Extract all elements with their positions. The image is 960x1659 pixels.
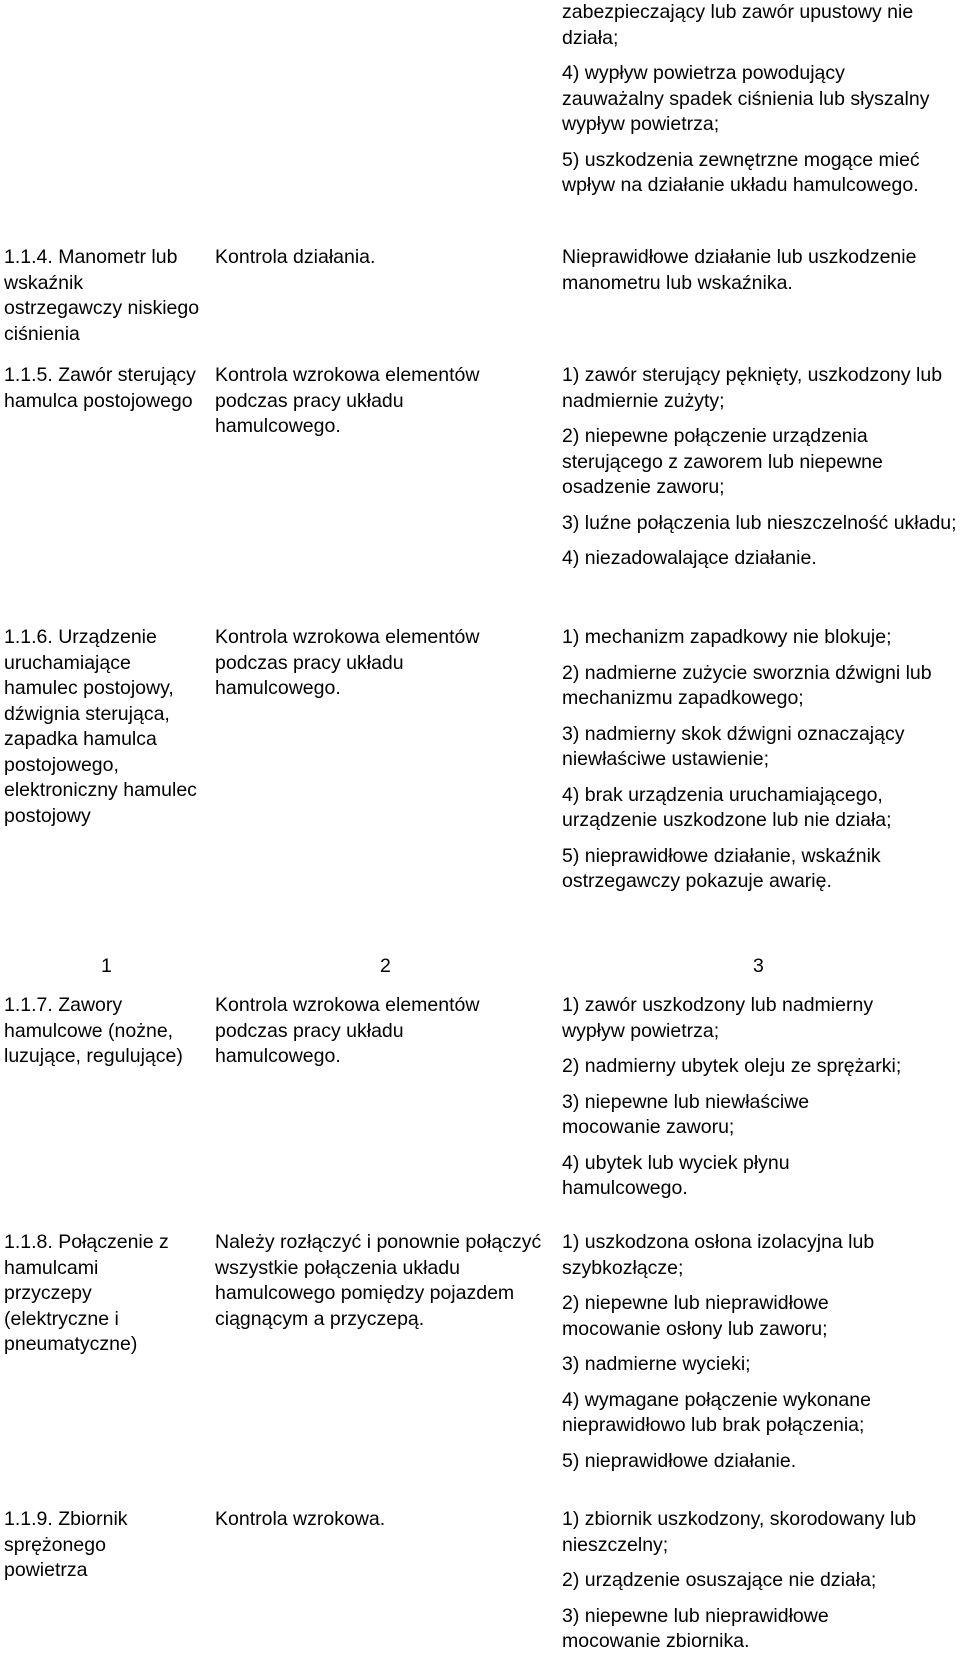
defect-item: 2) nadmierny ubytek oleju ze sprężarki; [562, 1055, 902, 1077]
defect-item: 1) uszkodzona osłona izolacyjna lub szybkozłącze; [562, 1231, 875, 1279]
defects-cell [562, 245, 960, 296]
defect-item: 4) niezadowalające działanie. [562, 547, 817, 569]
method-cell: Kontrola wzrokowa elementów podczas pracy układu hamulcowego. [215, 994, 480, 1067]
item-cell: 1.1.6. Urządzenie uruchamiające hamulec postojowy, dźwignia sterująca, zapadka hamulca postojowego, elektroniczny hamulec postojowy [4, 626, 197, 827]
defects-cell [562, 1507, 937, 1655]
method-cell: Kontrola wzrokowa elementów podczas pracy układu hamulcowego. [215, 626, 480, 699]
defect-item: 3) niepewne lub nieprawidłowe mocowanie zbiornika. [562, 1604, 829, 1652]
column-number: 1 [101, 955, 112, 977]
defects-cell [562, 1230, 947, 1474]
item-cell: 1.1.7. Zawory hamulcowe (nożne, luzujące, regulujące) [4, 994, 183, 1067]
defect-item: 2) niepewne lub nieprawidłowe mocowanie osłony lub zaworu; [562, 1292, 829, 1340]
defect-item: 5) nieprawidłowe działanie. [562, 1449, 797, 1472]
defects-cell [562, 0, 932, 199]
column-number: 3 [753, 955, 764, 977]
defect-item: 4) brak urządzenia uruchamiającego, urządzenie uszkodzone lub nie działa; [562, 783, 892, 831]
defects-cell [562, 625, 947, 895]
defect-item: 3) nadmierne wycieki; [562, 1353, 751, 1375]
method-cell: Kontrola wzrokowa elementów podczas pracy układu hamulcowego. [215, 364, 480, 437]
defect-item: 4) wymagane połączenie wykonane nieprawidłowo lub brak połączenia; [562, 1388, 871, 1436]
defect-item: 3) nadmierny skok dźwigni oznaczający niewłaściwe ustawienie; [562, 722, 905, 770]
defect-item: 1) zbiornik uszkodzony, skorodowany lub nieszczelny; [562, 1508, 917, 1556]
defect-item: zabezpieczający lub zawór upustowy nie działa; [562, 1, 914, 49]
defect-item: 2) nadmierne zużycie sworznia dźwigni lub mechanizmu zapadkowego; [562, 661, 932, 709]
defects-cell [562, 993, 947, 1202]
item-cell: 1.1.5. Zawór sterujący hamulca postojowego [4, 364, 196, 412]
defect-item: 1) mechanizm zapadkowy nie blokuje; [562, 626, 892, 648]
method-cell: Należy rozłączyć i ponownie połączyć wszystkie połączenia układu hamulcowego pomiędzy pojazdem ciągnącym a przyczepą. [215, 1231, 542, 1330]
defect-item: 3) luźne połączenia lub nieszczelność układu; [562, 511, 957, 534]
defect-item: 4) ubytek lub wyciek płynu hamulcowego. [562, 1151, 790, 1199]
defect-item: Nieprawidłowe działanie lub uszkodzenie manometru lub wskaźnika. [562, 246, 917, 294]
column-number: 2 [380, 955, 391, 977]
defect-item: 1) zawór uszkodzony lub nadmierny wypływ powietrza; [562, 994, 874, 1042]
defect-item: 3) niepewne lub niewłaściwe mocowanie zaworu; [562, 1090, 810, 1138]
defect-item: 2) urządzenie osuszające nie działa; [562, 1569, 877, 1591]
defect-item: 2) niepewne połączenie urządzenia sterującego z zaworem lub niepewne osadzenie zaworu; [562, 425, 883, 498]
defects-cell [562, 363, 960, 572]
item-cell: 1.1.4. Manometr lub wskaźnik ostrzegawczy niskiego ciśnienia [4, 246, 200, 345]
item-cell: 1.1.9. Zbiornik sprężonego powietrza [4, 1508, 128, 1581]
item-cell: 1.1.8. Połączenie z hamulcami przyczepy (elektryczne i pneumatyczne) [4, 1231, 169, 1355]
defect-item: 1) zawór sterujący pęknięty, uszkodzony lub nadmiernie zużyty; [562, 364, 943, 412]
method-cell: Kontrola wzrokowa. [215, 1508, 386, 1530]
defect-item: 5) uszkodzenia zewnętrzne mogące mieć wpływ na działanie układu hamulcowego. [562, 148, 920, 196]
defect-item: 5) nieprawidłowe działanie, wskaźnik ostrzegawczy pokazuje awarię. [562, 844, 881, 892]
method-cell: Kontrola działania. [215, 246, 376, 268]
defect-item: 4) wypływ powietrza powodujący zauważalny spadek ciśnienia lub słyszalny wypływ powietrza; [562, 62, 930, 135]
